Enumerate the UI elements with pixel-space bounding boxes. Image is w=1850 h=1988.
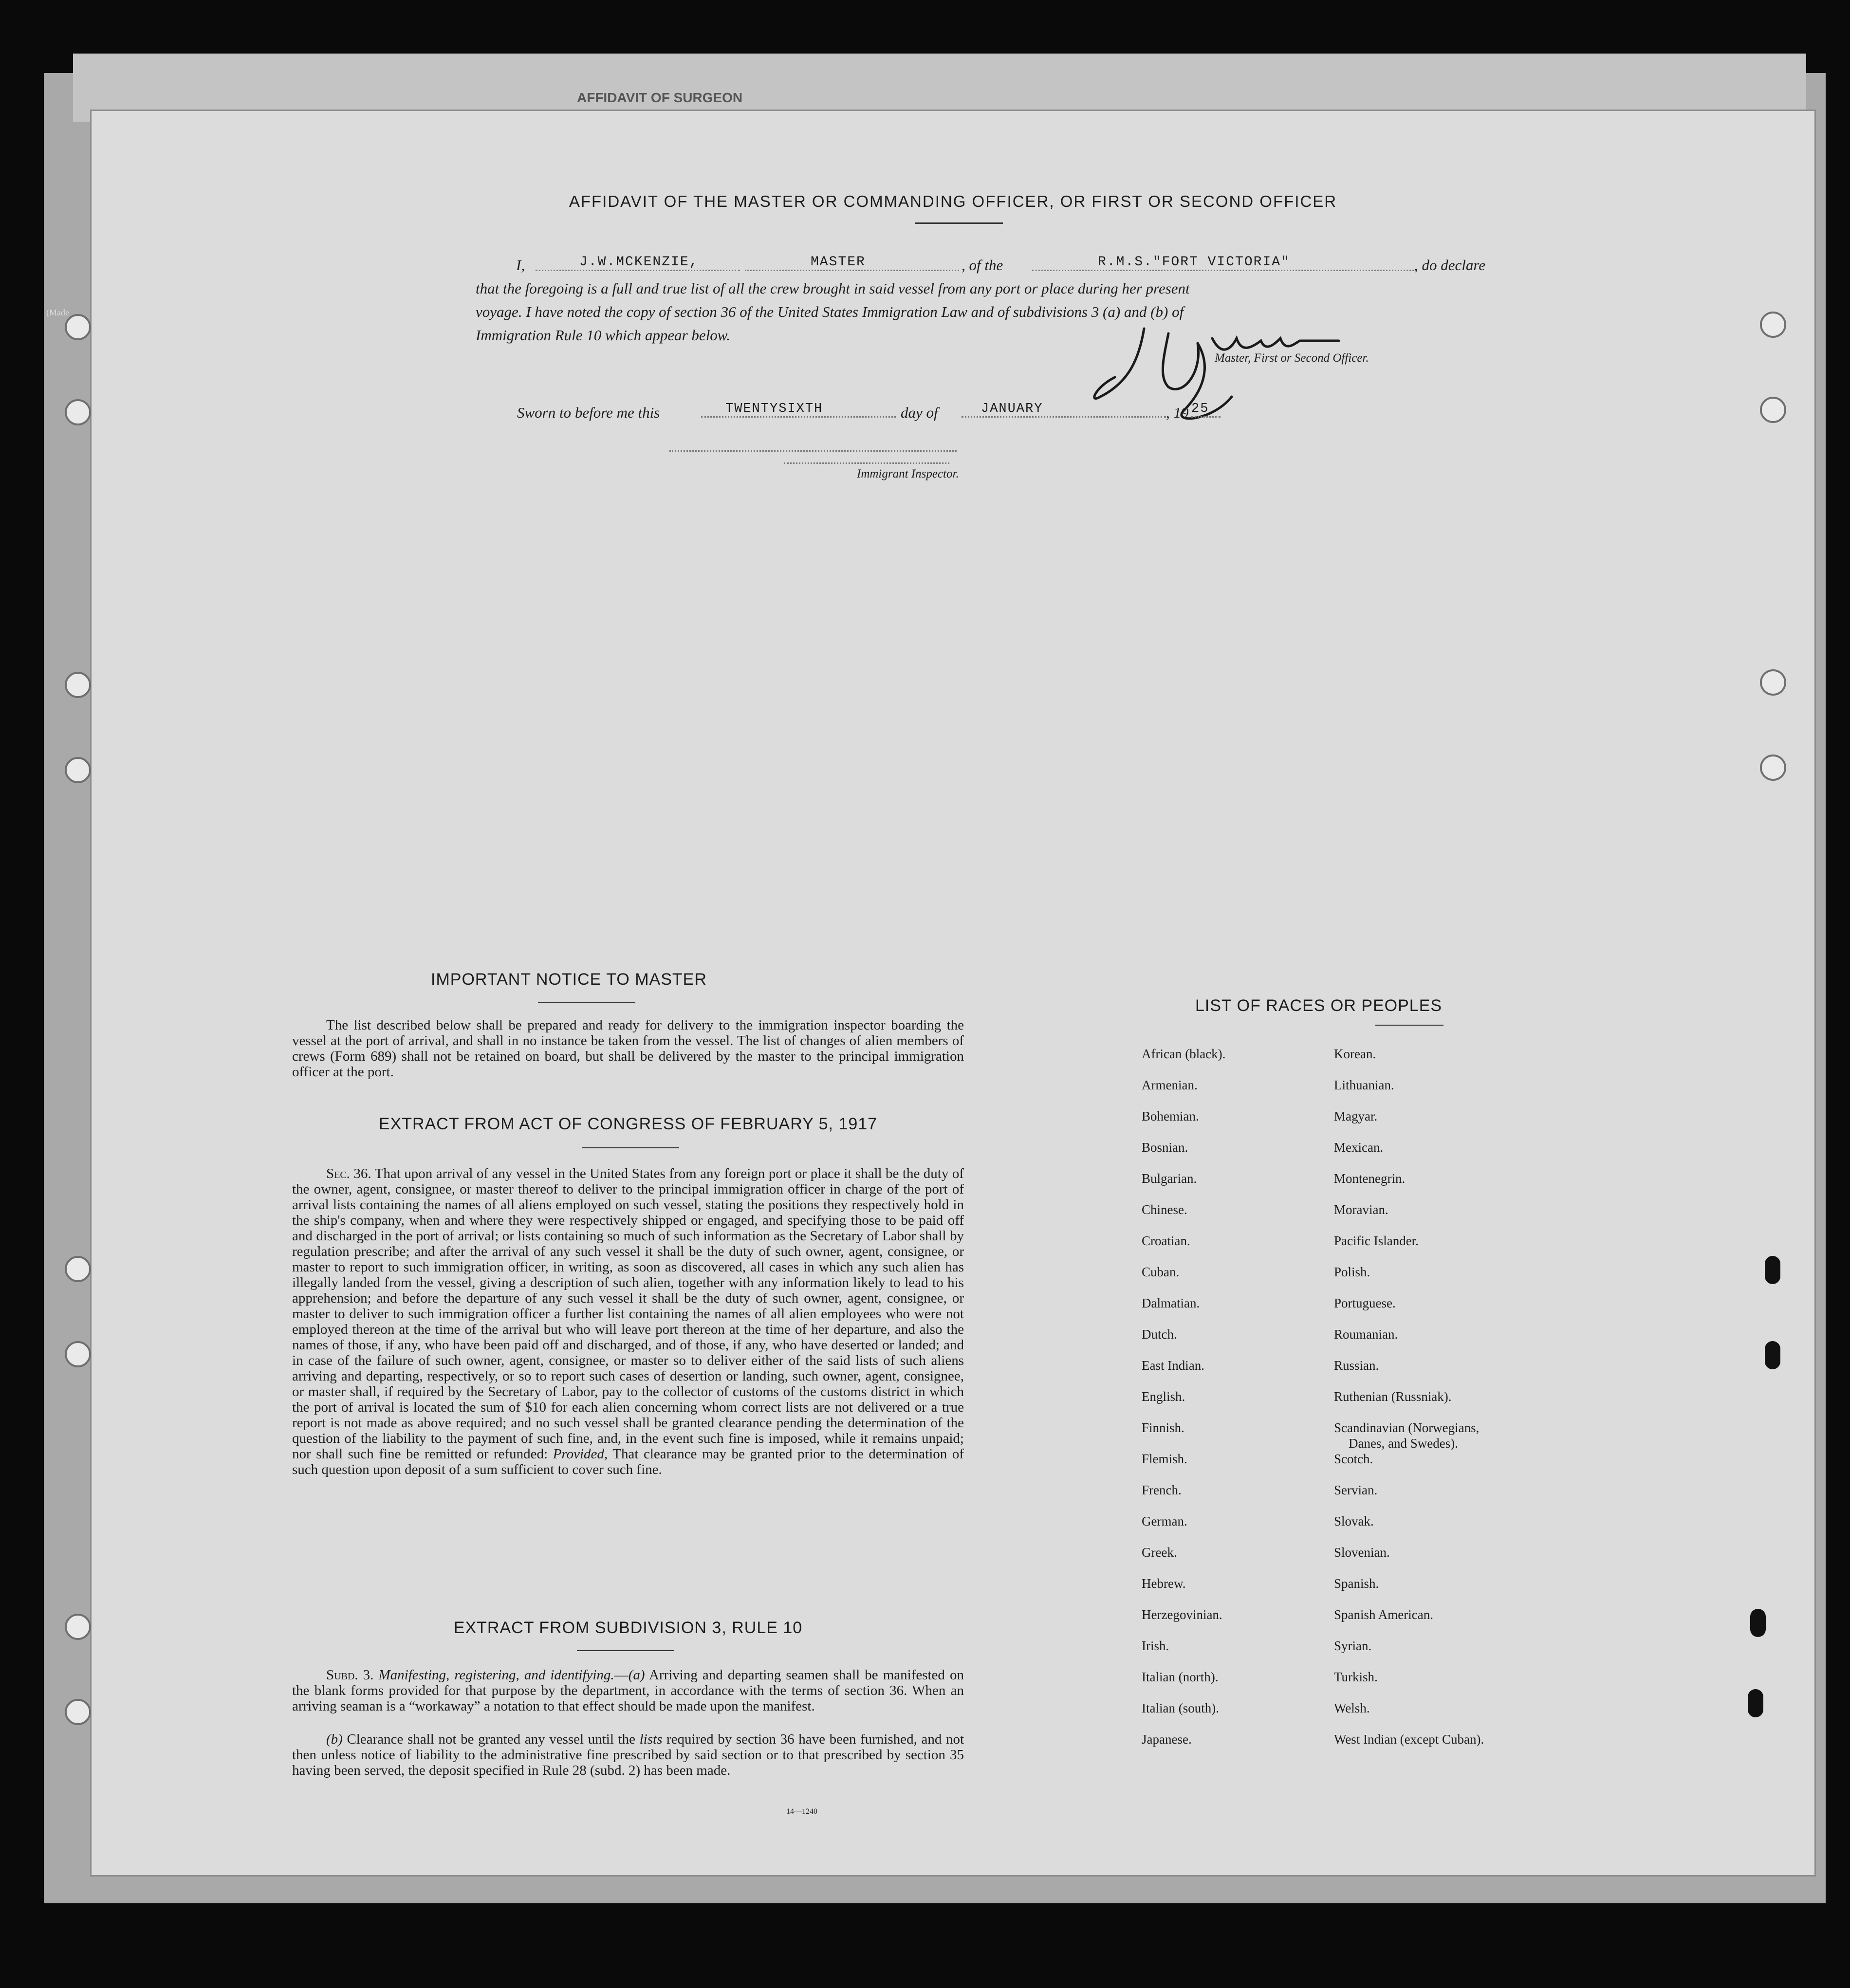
race-item: Russian.	[1334, 1358, 1379, 1373]
rule-b-text-1: Clearance shall not be granted any vessel until the	[347, 1731, 635, 1747]
race-item: Moravian.	[1334, 1202, 1388, 1217]
race-item: French.	[1142, 1483, 1182, 1497]
punch-hole	[65, 1614, 91, 1640]
race-item: Syrian.	[1334, 1638, 1372, 1653]
race-item: Japanese.	[1142, 1732, 1192, 1747]
rule-a-label: (a)	[628, 1667, 645, 1683]
act-text	[292, 1166, 964, 1477]
act-body-end: That clearance may be granted prior to the determination of such question upon deposit of a sum sufficient to cover such fine.	[292, 1446, 964, 1477]
race-item: Turkish.	[1334, 1670, 1378, 1684]
rule-subd-heading: Manifesting, registering, and identifying.	[378, 1667, 614, 1683]
master-name: J.W.MCKENZIE,	[536, 255, 740, 271]
punch-hole	[65, 757, 91, 783]
act-title: EXTRACT FROM ACT OF CONGRESS OF FEBRUARY 5, 1917	[378, 1115, 878, 1133]
binding-clip	[1748, 1689, 1763, 1717]
race-item: Greek.	[1142, 1545, 1177, 1560]
race-item: Servian.	[1334, 1483, 1378, 1497]
race-item: Hebrew.	[1142, 1576, 1186, 1591]
day-of-label: day of	[901, 404, 938, 421]
inspector-caption-line	[784, 462, 949, 464]
punch-hole	[65, 399, 91, 425]
signature-caption: Master, First or Second Officer.	[1215, 351, 1369, 365]
race-item: Scotch.	[1334, 1452, 1373, 1466]
inspector-caption: Immigrant Inspector.	[857, 467, 959, 480]
race-item: Spanish.	[1334, 1576, 1379, 1591]
manifest-page	[90, 110, 1816, 1877]
background-side-note: (Made	[46, 308, 69, 317]
notice-rule	[538, 1002, 635, 1003]
act-rule	[582, 1147, 679, 1148]
affidavit-i: I,	[516, 257, 525, 274]
sworn-month: JANUARY	[962, 402, 1166, 418]
affidavit-line-4: Immigration Rule 10 which appear below.	[476, 327, 730, 344]
race-item: Polish.	[1334, 1265, 1370, 1279]
race-item: Welsh.	[1334, 1701, 1370, 1715]
punch-hole	[1760, 312, 1786, 338]
race-item: Pacific Islander.	[1334, 1233, 1419, 1248]
race-item: German.	[1142, 1514, 1187, 1528]
race-item: Bohemian.	[1142, 1109, 1199, 1123]
race-item: Italian (north).	[1142, 1670, 1219, 1684]
punch-hole	[65, 1256, 91, 1282]
race-item: Herzegovinian.	[1142, 1607, 1222, 1622]
punch-hole	[65, 672, 91, 698]
race-item: Dalmatian.	[1142, 1296, 1200, 1310]
rule-b-lists: lists	[639, 1731, 663, 1747]
affidavit-line-3: voyage. I have noted the copy of section 36 of the United States Immigration Law and of subdivisions 3 (a) and (b) of	[476, 303, 1184, 320]
race-item: Spanish American.	[1334, 1607, 1433, 1622]
sworn-day: TWENTYSIXTH	[701, 402, 896, 418]
race-item: African (black).	[1142, 1047, 1226, 1061]
rule-b-label: (b)	[326, 1731, 343, 1747]
race-item: Chinese.	[1142, 1202, 1187, 1217]
act-body: That upon arrival of any vessel in the United States from any foreign port or place it shall be the duty of the owner, agent, consignee, or master thereof to deliver to the principal immigration officer in charge of the port of arrival lists containing the names of all aliens employed on such vessel, stating the positions they respectively hold in the ship's company, when and where they were respectively shipped or engaged, and specifying those to be paid off and discharged in the port of arrival; or lists containing so much of such information as the Secretary of Labor shall by regulation prescribe; and after the arrival of any such vessel it shall be the duty of such owner, agent, consignee, or master to report to such immigration officer, in writing, as soon as discovered, all cases in which any such alien has illegally landed from the vessel, giving a description of such alien, together with any information likely to lead to his apprehension; and before the departure of any such vessel it shall be the duty of such owner, agent, consignee, or master to deliver to such immigration officer a further list containing the names of all alien employees who were not employed thereon at the time of the arrival but who will leave port thereon at the time of her departure, and also the names of those, if any, who have been paid off and discharged, and of those, if any, who have deserted or landed; and in case of the failure of such owner, agent, consignee, or master so to deliver either of the said lists of such aliens arriving and departing, respectively, or so to report such cases of desertion or landing, such owner, agent, consignee, or master shall, if required by the Secretary of Labor, pay to the collector of customs of the customs district in which the port of arrival is located the sum of $10 for each alien concerning whom correct lists are not delivered or a true report is not made as above required; and no such vessel shall be granted clearance pending the determination of the question of the liability to the payment of such fine, and, in the event such fine is imposed, while it remains unpaid; nor shall such fine be remitted or refunded:	[292, 1166, 964, 1462]
binding-clip	[1765, 1256, 1780, 1284]
punch-hole	[1760, 755, 1786, 781]
year-prefix: , 19	[1166, 404, 1189, 421]
vessel-name: R.M.S."FORT VICTORIA"	[1032, 255, 1417, 271]
sworn-year: 25	[1191, 402, 1221, 418]
rule-title-rule	[577, 1650, 674, 1651]
background-sheet-header: AFFIDAVIT OF SURGEON	[577, 90, 743, 105]
race-item: Flemish.	[1142, 1452, 1187, 1466]
inspector-signature-line	[669, 450, 957, 452]
race-item: East Indian.	[1142, 1358, 1204, 1373]
affidavit-do-declare: , do declare	[1414, 257, 1486, 274]
race-item: Korean.	[1334, 1047, 1376, 1061]
race-item: Slovak.	[1334, 1514, 1374, 1528]
race-item: Bulgarian.	[1142, 1171, 1197, 1186]
race-item: Italian (south).	[1142, 1701, 1219, 1715]
punch-hole	[65, 1699, 91, 1725]
rule-subd-label: Subd. 3.	[326, 1667, 374, 1683]
act-section-label: Sec. 36.	[326, 1166, 371, 1181]
race-item: Lithuanian.	[1334, 1078, 1394, 1092]
race-item: Cuban.	[1142, 1265, 1180, 1279]
notice-text: The list described below shall be prepared and ready for delivery to the immigration inspector boarding the vessel at the port of arrival, and shall in no instance be taken from the vessel. The list of changes of alien members of crews (Form 689) shall not be retained on board, but shall be delivered by the master to the principal immigration officer at the port.	[292, 1017, 964, 1080]
title-rule	[915, 222, 1003, 224]
race-item: Finnish.	[1142, 1420, 1184, 1435]
race-item: Slovenian.	[1334, 1545, 1390, 1560]
punch-hole	[65, 1341, 91, 1367]
races-rule	[1375, 1025, 1443, 1026]
race-item: Armenian.	[1142, 1078, 1198, 1092]
rule-b-text-2: required by section 36 have been furnished, and not then unless notice of liability to the administrative fine prescribed by said section or to that prescribed by section 35 having been served, the deposit specified in Rule 28 (subd. 2) has been made.	[292, 1731, 964, 1778]
punch-hole	[1760, 397, 1786, 423]
affidavit-line-2: that the foregoing is a full and true list of all the crew brought in said vessel from any port or place during her present	[476, 280, 1190, 297]
act-provided: Provided,	[553, 1446, 608, 1462]
punch-hole	[1760, 669, 1786, 696]
race-item: Ruthenian (Russniak).	[1334, 1389, 1452, 1404]
race-item: Dutch.	[1142, 1327, 1177, 1342]
race-item: Magyar.	[1334, 1109, 1378, 1123]
rule-part-a: Subd. 3. Manifesting, registering, and identifying.—(a) Arriving and departing seamen shall be manifested on the blank forms provided for that purpose by the department, in accordance with the terms of section 36. When an arriving seaman is a “workaway” a notation to that effect should be made upon the manifest.	[292, 1667, 964, 1714]
race-item: Roumanian.	[1334, 1327, 1398, 1342]
race-item: Irish.	[1142, 1638, 1169, 1653]
punch-hole	[65, 314, 91, 340]
race-item: Croatian.	[1142, 1233, 1190, 1248]
affidavit-of-the: , of the	[962, 257, 1003, 274]
affidavit-title: AFFIDAVIT OF THE MASTER OR COMMANDING OFFICER, OR FIRST OR SECOND OFFICER	[569, 192, 1337, 210]
race-item: Portuguese.	[1334, 1296, 1396, 1310]
race-item: West Indian (except Cuban).	[1334, 1732, 1484, 1747]
rule-a-text: Arriving and departing seamen shall be manifested on the blank forms provided for that purpose by the department, in accordance with the terms of section 36. When an arriving seaman is a “workaway” a notation to that effect should be made upon the manifest.	[292, 1667, 964, 1714]
binding-clip	[1765, 1341, 1780, 1369]
form-number: 14—1240	[786, 1807, 817, 1816]
master-rank: MASTER	[745, 255, 959, 271]
notice-title: IMPORTANT NOTICE TO MASTER	[431, 970, 707, 989]
race-item: Bosnian.	[1142, 1140, 1188, 1155]
rule-title: EXTRACT FROM SUBDIVISION 3, RULE 10	[453, 1619, 803, 1637]
race-item: Mexican.	[1334, 1140, 1384, 1155]
binding-clip	[1750, 1609, 1766, 1637]
rule-part-b	[292, 1731, 964, 1778]
race-item: Montenegrin.	[1334, 1171, 1406, 1186]
race-item-continuation: Danes, and Swedes).	[1349, 1436, 1458, 1451]
race-item: Scandinavian (Norwegians,	[1334, 1420, 1480, 1435]
races-title: LIST OF RACES OR PEOPLES	[1195, 996, 1443, 1015]
sworn-label: Sworn to before me this	[517, 404, 660, 421]
race-item: English.	[1142, 1389, 1185, 1404]
